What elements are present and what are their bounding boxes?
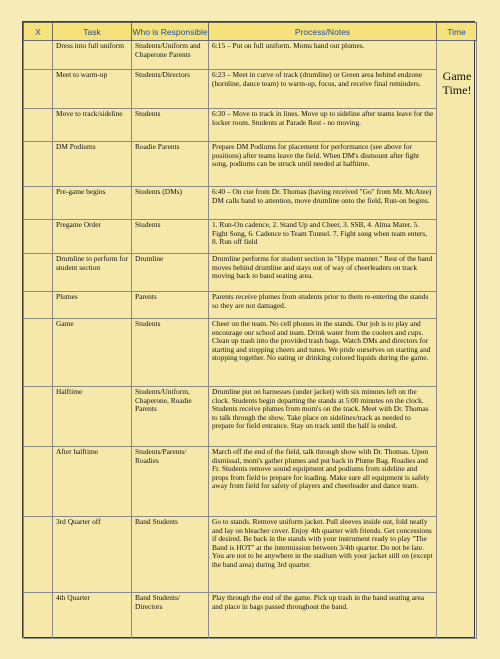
check-cell[interactable] bbox=[24, 187, 53, 220]
table-row bbox=[24, 387, 477, 447]
task-cell: 3rd Quarter off bbox=[53, 517, 132, 593]
table-row bbox=[24, 70, 477, 109]
notes-cell: Cheer on the team. No cell phones in the stands. Our job is to play and encourage our school and team. Drink water from the coolers and cups. Clean up trash into the provided trash bags. Watch DMs and directors for starting and stopping cheers and tunes. We pride ourselves on starting and stopping together. No eating or drinking colored liquids during the game. bbox=[209, 319, 437, 387]
game-time-note: Game Time! bbox=[442, 69, 472, 97]
task-cell: Pre-game begins bbox=[53, 187, 132, 220]
notes-cell: Parents receive plumes from students prior to them re-entering the stands so they are not damaged. bbox=[209, 292, 437, 319]
who-cell: Roadie Parents bbox=[132, 142, 209, 187]
table-row bbox=[24, 109, 477, 142]
notes-cell: 6:23 – Meet in curve of track (drumline) or Green area behind endzone (hornline, dance team) to warm-up, focus, and receive final reminders. bbox=[209, 70, 437, 109]
who-cell: Students bbox=[132, 319, 209, 387]
schedule-page bbox=[22, 21, 475, 638]
notes-cell: Play through the end of the game. Pick up trash in the band seating area and place in bags passed throughout the band. bbox=[209, 593, 437, 639]
who-cell: Students bbox=[132, 220, 209, 254]
check-cell[interactable] bbox=[24, 319, 53, 387]
who-cell: Students/Uniform, Chaperone, Roadie Parents bbox=[132, 387, 209, 447]
task-cell: 4th Quarter bbox=[53, 593, 132, 639]
notes-cell: March off the end of the field, talk through show with Dr. Thomas. Upon dismissal, mom's gather plumes and put back in Plume Bag. Roadies and Fr. Students remove sound equipment and podiums from sideline and props from field to prepare for loading. Make sure all equipment is safely away from field for safety of players and cheerleader and dance team. bbox=[209, 447, 437, 517]
check-cell[interactable] bbox=[24, 387, 53, 447]
who-cell: Band Students/ Directors bbox=[132, 593, 209, 639]
notes-cell: 6:15 – Put on full uniform. Moms hand out plumes. bbox=[209, 41, 437, 70]
header-task: Task bbox=[53, 23, 132, 41]
notes-cell: 1. Run-On cadence, 2. Stand Up and Cheer, 3. SSB, 4. Alma Mater, 5. Fight Song, 6. Cadence to Team Tunnel. 7. Fight song when team enters, 8. Run off field bbox=[209, 220, 437, 254]
notes-cell: 6:30 – Move to track in lines. Move up to sideline after teams leave for the locker room. Students at Parade Rest - no moving. bbox=[209, 109, 437, 142]
check-cell[interactable] bbox=[24, 517, 53, 593]
check-cell[interactable] bbox=[24, 593, 53, 639]
notes-cell: Drumline performs for student section in "Hype manner." Rest of the band moves behind drumline and stays out of way of cheerleaders on track moving back to band seating area. bbox=[209, 254, 437, 292]
who-cell: Students/Parents/ Roadies bbox=[132, 447, 209, 517]
task-cell: Move to track/sideline bbox=[53, 109, 132, 142]
check-cell[interactable] bbox=[24, 447, 53, 517]
table-row bbox=[24, 254, 477, 292]
notes-cell: Go to stands. Remove uniform jacket. Pull sleeves inside out, fold neatly and lay on bleacher cover. Enjoy 4th quarter with friends. Get concessions if desired. Be back in the stands with your instrument ready to play "The Band is HOT" at the intermission between 3/4th quarter. Do not be late. You are not to be anywhere in the stadium with your jacket still on (except the band area) during 3rd quarter. bbox=[209, 517, 437, 593]
task-cell: DM Podiums bbox=[53, 142, 132, 187]
check-cell[interactable] bbox=[24, 220, 53, 254]
who-cell: Band Students bbox=[132, 517, 209, 593]
who-cell: Students (DMs) bbox=[132, 187, 209, 220]
task-cell: Plumes bbox=[53, 292, 132, 319]
table-row bbox=[24, 447, 477, 517]
check-cell[interactable] bbox=[24, 142, 53, 187]
table-row bbox=[24, 142, 477, 187]
notes-cell: 6:40 – On cue from Dr. Thomas (having received "Go" from Mr. McAtee) DM calls band to attention, move drumline onto the field, Run-on begins. bbox=[209, 187, 437, 220]
header-who: Who is Responsible bbox=[132, 23, 209, 41]
table-row bbox=[24, 41, 477, 70]
task-cell: Pregame Order bbox=[53, 220, 132, 254]
header-row bbox=[24, 23, 477, 41]
task-cell: Drumline to perform for student section bbox=[53, 254, 132, 292]
table-row bbox=[24, 319, 477, 387]
check-cell[interactable] bbox=[24, 292, 53, 319]
check-cell[interactable] bbox=[24, 70, 53, 109]
time-cell bbox=[437, 41, 477, 639]
who-cell: Students/Uniform and Chaperone Parents bbox=[132, 41, 209, 70]
header-time: Time bbox=[437, 23, 477, 41]
header-x: X bbox=[24, 23, 53, 41]
header-process: Process/Notes bbox=[209, 23, 437, 41]
who-cell: Students bbox=[132, 109, 209, 142]
table-row bbox=[24, 187, 477, 220]
table-row bbox=[24, 292, 477, 319]
check-cell[interactable] bbox=[24, 254, 53, 292]
task-cell: Game bbox=[53, 319, 132, 387]
task-cell: Halftime bbox=[53, 387, 132, 447]
check-cell[interactable] bbox=[24, 41, 53, 70]
check-cell[interactable] bbox=[24, 109, 53, 142]
task-cell: After halftime bbox=[53, 447, 132, 517]
table-row bbox=[24, 220, 477, 254]
who-cell: Drumline bbox=[132, 254, 209, 292]
notes-cell: Prepare DM Podiums for placement for performance (see above for positions) after teams leave the field. When DM's dismount after fight song, podiums can be struck until needed at halftime. bbox=[209, 142, 437, 187]
game-day-table bbox=[23, 22, 477, 639]
notes-cell: Drumline put on harnesses (under jacket) with six minutes left on the clock. Students begin departing the stands at 5:00 minutes on the clock. Students receive plumes from mom's on the track. Meet with Dr. Thomas to talk through the show. Take place on sidelines/track as needed to prepare for field entrance. Stay on track until the half is ended. bbox=[209, 387, 437, 447]
table-row bbox=[24, 517, 477, 593]
table-row bbox=[24, 593, 477, 639]
task-cell: Dress into full uniform bbox=[53, 41, 132, 70]
who-cell: Students/Directors bbox=[132, 70, 209, 109]
task-cell: Meet to warm-up bbox=[53, 70, 132, 109]
who-cell: Parents bbox=[132, 292, 209, 319]
